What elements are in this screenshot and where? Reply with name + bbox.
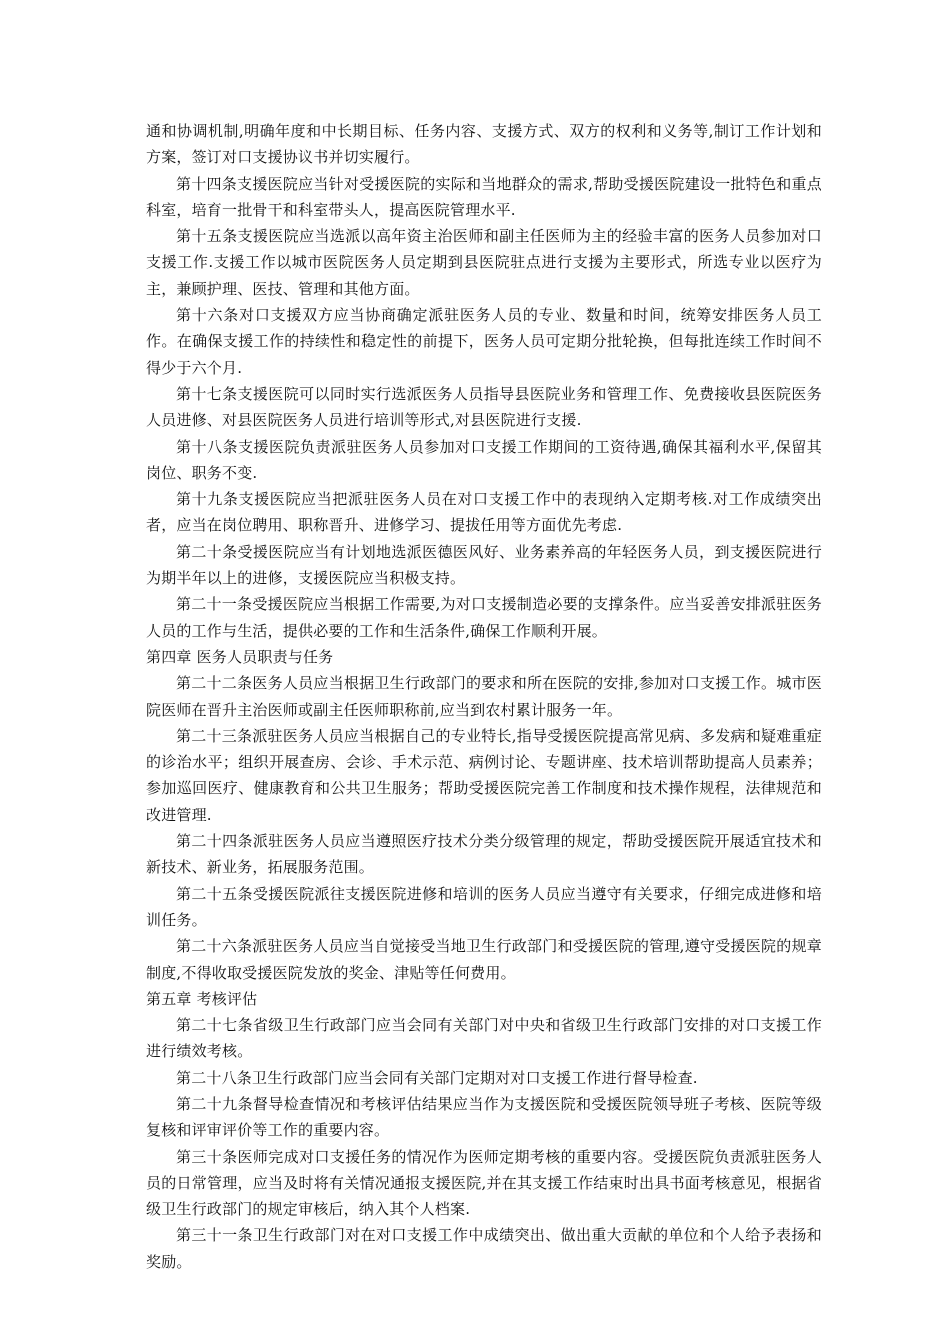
article-29: 第二十九条督导检查情况和考核评估结果应当作为支援医院和受援医院领导班子考核、医院等级复核和评审评价等工作的重要内容。 [146,1094,822,1140]
article-16: 第十六条对口支援双方应当协商确定派驻医务人员的专业、数量和时间，统筹安排医务人员工作。在确保支援工作的持续性和稳定性的前提下，医务人员可定期分批轮换，但每批连续工作时间不得少于六个月. [146,306,822,377]
article-15: 第十五条支援医院应当选派以高年资主治医师和副主任医师为主的经验丰富的医务人员参加对口支援工作.支援工作以城市医院医务人员定期到县医院驻点进行支援为主要形式，所选专业以医疗为主，兼顾护理、医技、管理和其他方面。 [146,227,822,298]
article-31: 第三十一条卫生行政部门对在对口支援工作中成绩突出、做出重大贡献的单位和个人给予表扬和奖励。 [146,1226,822,1271]
article-18: 第十八条支援医院负责派驻医务人员参加对口支援工作期间的工资待遇,确保其福利水平,保留其岗位、职务不变. [146,437,822,482]
article-21: 第二十一条受援医院应当根据工作需要,为对口支援制造必要的支撑条件。应当妥善安排派驻医务人员的工作与生活，提供必要的工作和生活条件,确保工作顺利开展。 [146,595,822,640]
paragraph-continuation: 通和协调机制,明确年度和中长期目标、任务内容、支援方式、双方的权利和义务等,制订工作计划和方案，签订对口支援协议书并切实履行。 [146,122,822,167]
document-body [146,118,822,1275]
article-17: 第十七条支援医院可以同时实行选派医务人员指导县医院业务和管理工作、免费接收县医院医务人员进修、对县医院医务人员进行培训等形式,对县医院进行支援. [146,384,822,430]
article-19: 第十九条支援医院应当把派驻医务人员在对口支援工作中的表现纳入定期考核.对工作成绩突出者，应当在岗位聘用、职称晋升、进修学习、提拔任用等方面优先考虑. [146,490,822,535]
article-20: 第二十条受援医院应当有计划地选派医德医风好、业务素养高的年轻医务人员，到支援医院进行为期半年以上的进修，支援医院应当积极支持。 [146,542,822,588]
article-27: 第二十七条省级卫生行政部门应当会同有关部门对中央和省级卫生行政部门安排的对口支援工作进行绩效考核。 [146,1016,822,1061]
article-14: 第十四条支援医院应当针对受援医院的实际和当地群众的需求,帮助受援医院建设一批特色和重点科室，培育一批骨干和科室带头人，提高医院管理水平. [146,174,822,219]
article-28: 第二十八条卫生行政部门应当会同有关部门定期对对口支援工作进行督导检查. [176,1068,698,1087]
article-25: 第二十五条受援医院派往支援医院进修和培训的医务人员应当遵守有关要求，仔细完成进修和培训任务。 [146,884,822,929]
article-30: 第三十条医师完成对口支援任务的情况作为医师定期考核的重要内容。受援医院负责派驻医务人员的日常管理，应当及时将有关情况通报支援医院,并在其支援工作结束时出具书面考核意见，根据省级卫生行政部门的规定审核后，纳入其个人档案. [146,1147,822,1219]
chapter-5-heading: 第五章 考核评估 [146,989,258,1008]
article-24: 第二十四条派驻医务人员应当遵照医疗技术分类分级管理的规定，帮助受援医院开展适宜技术和新技术、新业务，拓展服务范围。 [146,832,822,877]
article-23: 第二十三条派驻医务人员应当根据自己的专业特长,指导受援医院提高常见病、多发病和疑难重症的诊治水平；组织开展查房、会诊、手术示范、病例讨论、专题讲座、技术培训帮助提高人员素养；参加巡回医疗、健康教育和公共卫生服务；帮助受援医院完善工作制度和技术操作规程，法律规范和改进管理. [146,726,822,824]
article-22: 第二十二条医务人员应当根据卫生行政部门的要求和所在医院的安排,参加对口支援工作。城市医院医师在晋升主治医师或副主任医师职称前,应当到农村累计服务一年。 [146,674,822,719]
chapter-4-heading: 第四章 医务人员职责与任务 [146,647,334,666]
article-26: 第二十六条派驻医务人员应当自觉接受当地卫生行政部门和受援医院的管理,遵守受援医院的规章制度,不得收取受援医院发放的奖金、津贴等任何费用。 [146,937,822,982]
